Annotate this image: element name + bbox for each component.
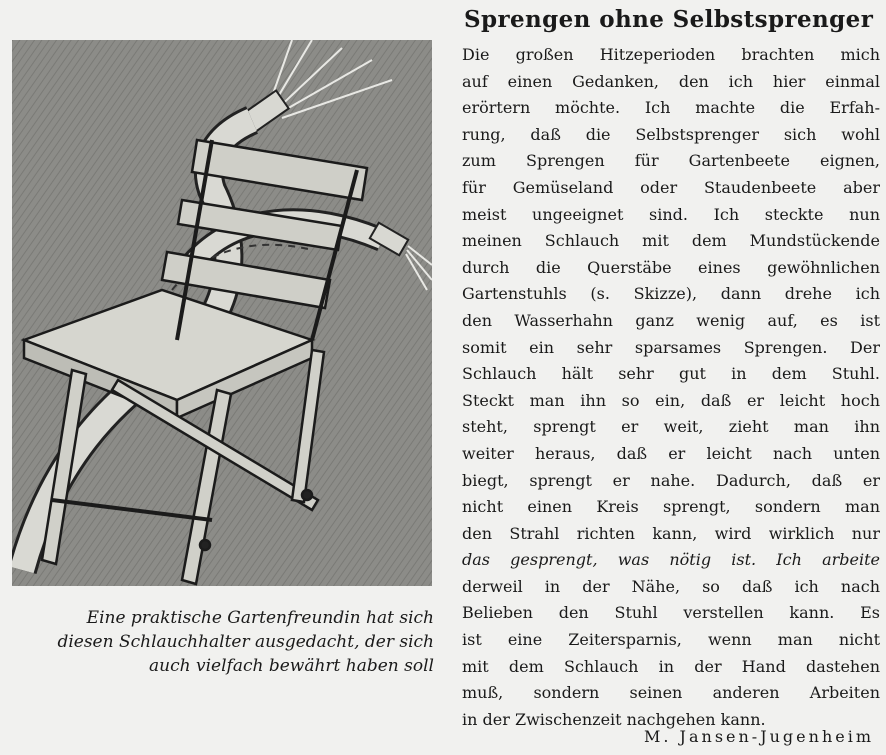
body-line: das gesprengt, was nötig ist. Ich arbeite (462, 550, 880, 570)
body-line: somit ein sehr sparsames Sprengen. Der (462, 337, 880, 357)
body-line: zum Sprengen für Gartenbeete eignen, (462, 151, 880, 171)
body-line: den Wasserhahn ganz wenig auf, es ist (462, 310, 880, 330)
body-line: biegt, sprengt er nahe. Dadurch, daß er (462, 470, 880, 490)
body-line: meinen Schlauch mit dem Mundstückende (462, 231, 880, 251)
body-line: Steckt man ihn so ein, daß er leicht hoch (462, 390, 880, 410)
body-line: muß, sondern seinen anderen Arbeiten (462, 683, 880, 703)
body-line: durch die Querstäbe eines gewöhnlichen (462, 257, 880, 277)
article-headline: Sprengen ohne Selbstsprenger (464, 6, 874, 33)
body-line: für Gemüseland oder Staudenbeete aber (462, 177, 880, 197)
body-line: nicht einen Kreis sprengt, sondern man (462, 497, 880, 517)
article-body (462, 42, 880, 733)
body-line: erörtern möchte. Ich machte die Erfah- (462, 98, 880, 118)
body-line: Gartenstuhls (s. Skizze), dann drehe ich (462, 284, 880, 304)
caption-line: Eine praktische Gartenfreundin hat sich (86, 608, 434, 628)
body-line: rung, daß die Selbstsprenger sich wohl (462, 124, 880, 144)
body-line: ist eine Zeitersparnis, wenn man nicht (462, 630, 880, 650)
body-line: den Strahl richten kann, wird wirklich nur (462, 523, 880, 543)
caption-line: diesen Schlauchhalter ausgedacht, der sich (57, 632, 434, 652)
article (458, 0, 882, 755)
body-line: meist ungeeignet sind. Ich steckte nun (462, 204, 880, 224)
body-line: weiter heraus, daß er leicht nach unten (462, 443, 880, 463)
body-line: mit dem Schlauch in der Hand dastehen (462, 656, 880, 676)
body-line: in der Zwischenzeit nachgehen kann. (462, 709, 766, 729)
author-signature: M. Jansen-Jugenheim (644, 727, 874, 746)
caption-line: auch vielfach bewährt haben soll (149, 656, 434, 676)
body-line: auf einen Gedanken, den ich hier einmal (462, 71, 880, 91)
body-line: derweil in der Nähe, so daß ich nach (462, 576, 880, 596)
body-line: Die großen Hitzeperioden brachten mich (462, 45, 880, 64)
body-line: steht, sprengt er weit, zieht man ihn (462, 417, 880, 437)
body-line: Schlauch hält sehr gut in dem Stuhl. (462, 364, 880, 384)
chair-hose-illustration (12, 40, 432, 586)
illustration-caption (6, 606, 434, 678)
body-line: Belieben den Stuhl verstellen kann. Es (462, 603, 880, 623)
